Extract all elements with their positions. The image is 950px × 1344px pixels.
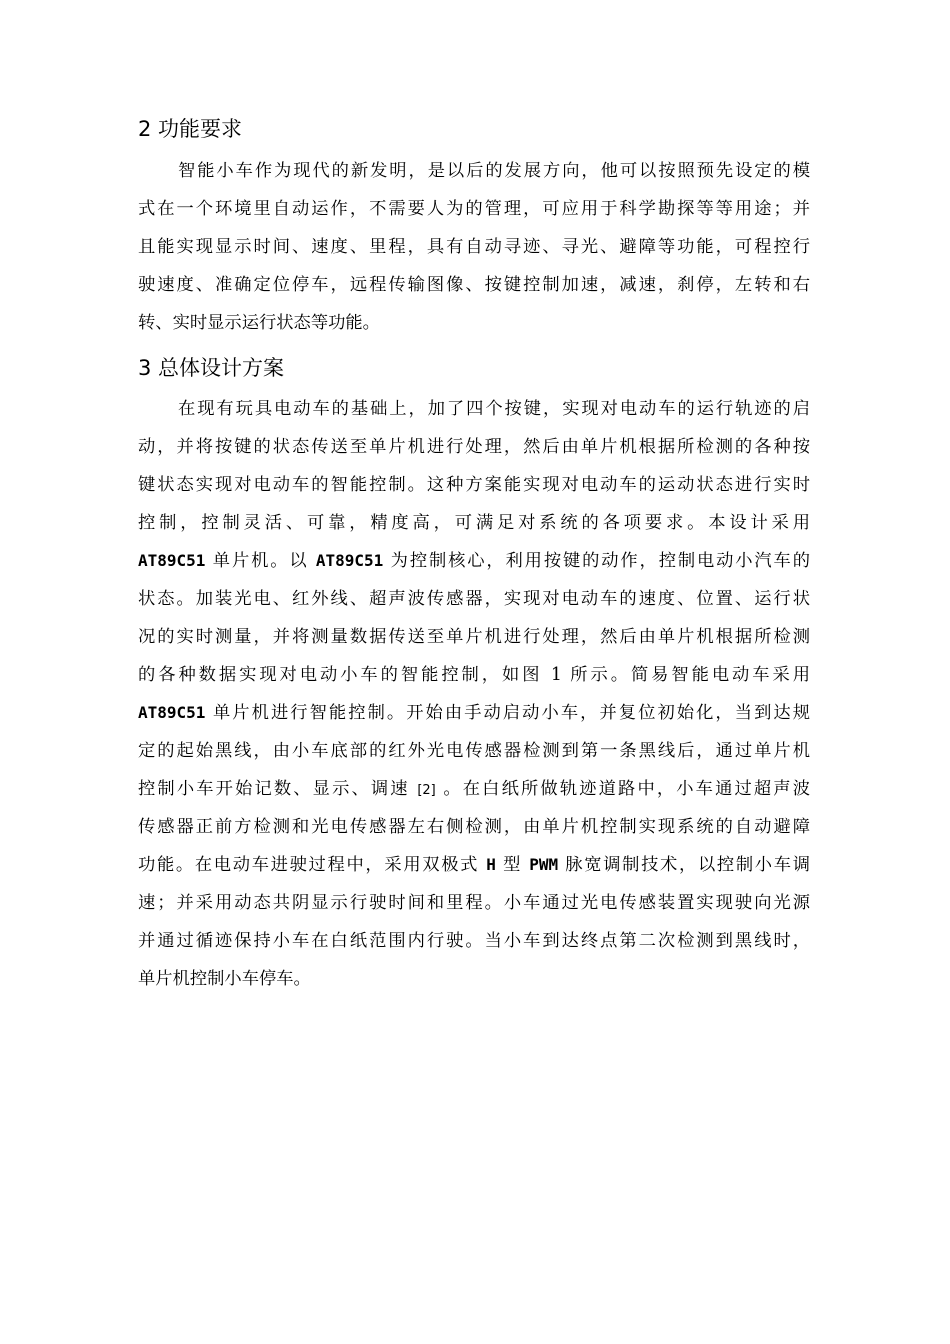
section-2-heading: 2 功能要求 <box>138 117 243 141</box>
paragraph-line: 驶速度、准确定位停车，远程传输图像、按键控制加速，减速，刹停，左转和右 <box>138 275 810 295</box>
paragraph-line: 式在一个环境里自动运作，不需要人为的管理，可应用于科学勘探等等用途；并 <box>138 199 810 219</box>
paragraph-line: 的各种数据实现对电动小车的智能控制，如图 1 所示。简易智能电动车采用 <box>138 665 810 685</box>
paragraph-line <box>138 846 810 884</box>
section-3-heading: 3 总体设计方案 <box>138 356 285 380</box>
paragraph-line: 传感器正前方检测和光电传感器左右侧检测，由单片机控制实现系统的自动避障 <box>138 817 810 837</box>
paragraph-line: 速；并采用动态共阴显示行驶时间和里程。小车通过光电传感装置实现驶向光源 <box>138 893 810 913</box>
paragraph-line: 动，并将按键的状态传送至单片机进行处理，然后由单片机根据所检测的各种按 <box>138 437 810 457</box>
text-run: 。在白纸所做轨迹道路中，小车通过超声波 <box>435 779 810 799</box>
text-run: 控制小车开始记数、显示、调速 <box>138 779 418 799</box>
paragraph-line <box>138 694 810 732</box>
section-2-paragraph <box>138 152 810 342</box>
text-run: 型 <box>495 855 530 875</box>
paragraph-line: 且能实现显示时间、速度、里程，具有自动寻迹、寻光、避障等功能，可程控行 <box>138 237 810 257</box>
paragraph-line: 智能小车作为现代的新发明，是以后的发展方向，他可以按照预先设定的模 <box>178 161 810 181</box>
paragraph-line: 定的起始黑线，由小车底部的红外光电传感器检测到第一条黑线后，通过单片机 <box>138 741 810 761</box>
chip-model-text: AT89C51 <box>138 703 206 722</box>
text-run: 脉宽调制技术，以控制小车调 <box>558 855 810 875</box>
paragraph-line: 转、实时显示运行状态等功能。 <box>138 313 380 333</box>
chip-model-text: AT89C51 <box>315 551 384 570</box>
paragraph-line: 键状态实现对电动车的智能控制。这种方案能实现对电动车的运动状态进行实时 <box>138 475 810 495</box>
paragraph-line <box>138 770 810 808</box>
paragraph-line: 况的实时测量，并将测量数据传送至单片机进行处理，然后由单片机根据所检测 <box>138 627 810 647</box>
paragraph-line: 单片机控制小车停车。 <box>138 969 311 989</box>
paragraph-line <box>138 542 810 580</box>
latin-term: H <box>486 855 496 874</box>
paragraph-line: 并通过循迹保持小车在白纸范围内行驶。当小车到达终点第二次检测到黑线时， <box>138 931 810 951</box>
citation-ref: [2] <box>417 783 436 798</box>
paragraph-line: 状态。加装光电、红外线、超声波传感器，实现对电动车的速度、位置、运行状 <box>138 589 810 609</box>
paragraph-line: 在现有玩具电动车的基础上，加了四个按键，实现对电动车的运行轨迹的启 <box>178 399 810 419</box>
text-run: 单片机。以 <box>205 551 316 571</box>
chip-model-text: AT89C51 <box>138 551 206 570</box>
text-run: 单片机进行智能控制。开始由手动启动小车，并复位初始化，当到达规 <box>205 703 810 723</box>
section-3-paragraph <box>138 390 810 998</box>
paragraph-line: 控制，控制灵活、可靠，精度高，可满足对系统的各项要求。本设计采用 <box>138 513 810 533</box>
latin-term: PWM <box>529 855 559 874</box>
text-run: 为控制核心，利用按键的动作，控制电动小汽车的 <box>383 551 810 571</box>
text-run: 功能。在电动车进驶过程中，采用双极式 <box>138 855 487 875</box>
